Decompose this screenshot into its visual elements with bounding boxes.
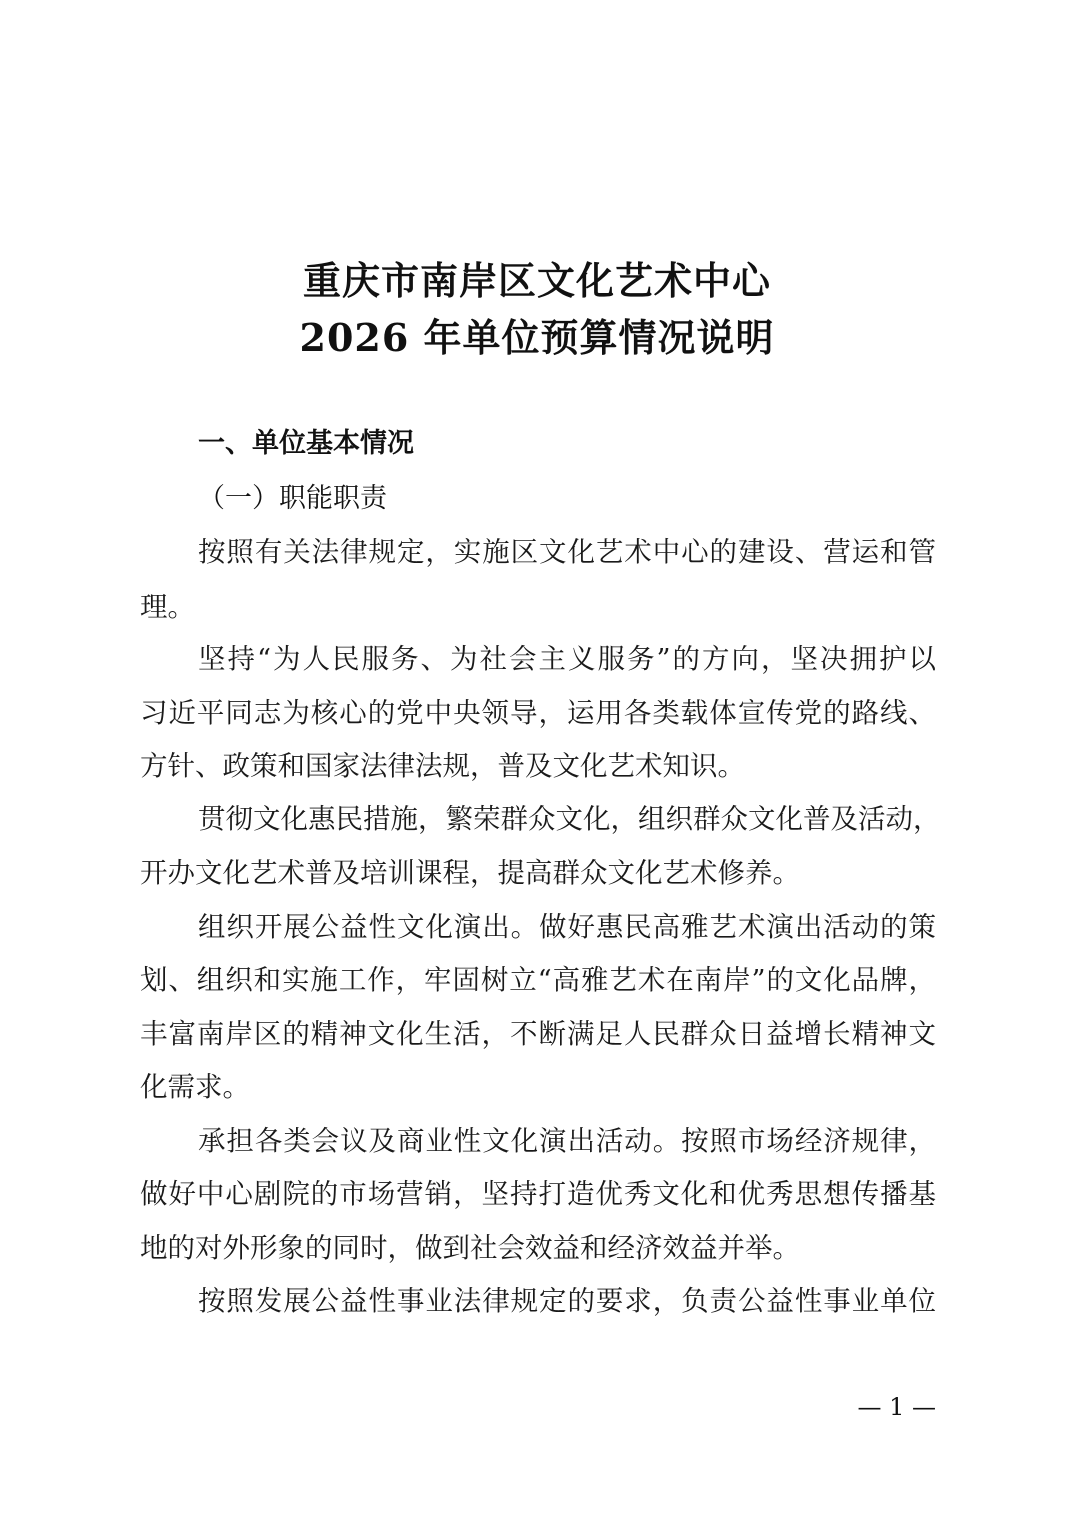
paragraph-line: 方针、政策和国家法律法规，普及文化艺术知识。 xyxy=(140,750,745,782)
paragraph-line: 理。 xyxy=(140,591,195,623)
paragraph-line: 按照有关法律规定，实施区文化艺术中心的建设、营运和管 xyxy=(198,536,936,568)
document-title-line-2: 2026 年单位预算情况说明 xyxy=(299,315,775,360)
section-heading: 一、单位基本情况 xyxy=(198,428,414,459)
paragraph-line: 习近平同志为核心的党中央领导，运用各类载体宣传党的路线、 xyxy=(140,697,936,729)
paragraph-line: 开办文化艺术普及培训课程，提高群众文化艺术修养。 xyxy=(140,857,800,889)
page-number: — 1 — xyxy=(857,1393,936,1421)
paragraph-line: 承担各类会议及商业性文化演出活动。按照市场经济规律， xyxy=(198,1125,936,1157)
paragraph-line: 坚持“为人民服务、为社会主义服务”的方向，坚决拥护以 xyxy=(198,643,936,675)
paragraph-line: 组织开展公益性文化演出。做好惠民高雅艺术演出活动的策 xyxy=(198,911,936,943)
subsection-heading: （一）职能职责 xyxy=(198,483,387,514)
paragraph-line: 化需求。 xyxy=(140,1071,250,1103)
paragraph-line: 按照发展公益性事业法律规定的要求，负责公益性事业单位 xyxy=(198,1285,936,1317)
document-title-line-1: 重庆市南岸区文化艺术中心 xyxy=(302,258,771,303)
paragraph-line: 贯彻文化惠民措施，繁荣群众文化，组织群众文化普及活动， xyxy=(198,803,941,835)
paragraph-line: 地的对外形象的同时，做到社会效益和经济效益并举。 xyxy=(140,1232,800,1264)
paragraph-line: 做好中心剧院的市场营销，坚持打造优秀文化和优秀思想传播基 xyxy=(140,1178,936,1210)
paragraph-line: 丰富南岸区的精神文化生活，不断满足人民群众日益增长精神文 xyxy=(140,1018,936,1050)
paragraph-line: 划、组织和实施工作，牢固树立“高雅艺术在南岸”的文化品牌， xyxy=(140,964,936,996)
